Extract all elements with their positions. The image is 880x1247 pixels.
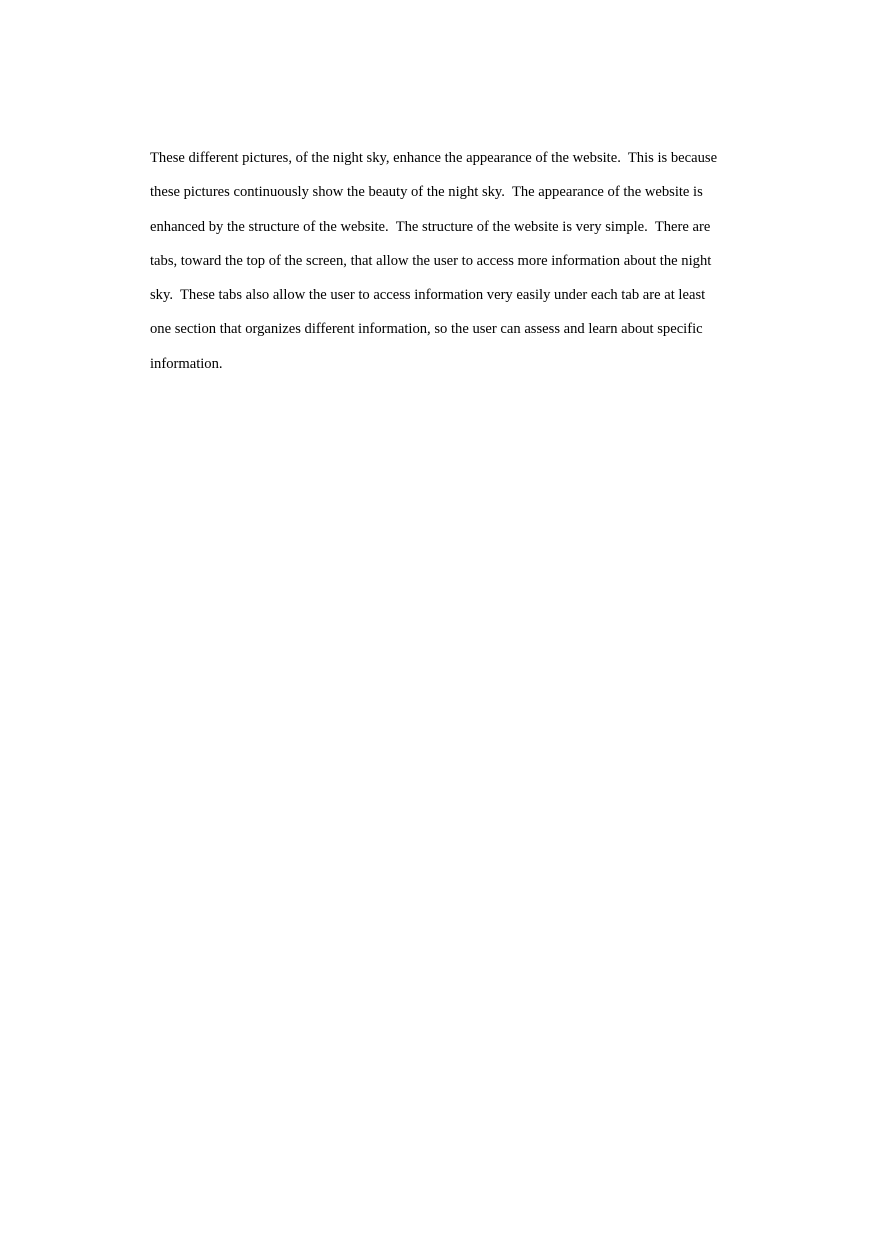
paragraph-line: these pictures continuously show the beauty of the night sky. The appearance of the website is (150, 184, 703, 201)
paragraph-line: one section that organizes different information, so the user can assess and learn about specific (150, 321, 703, 338)
body-paragraph (150, 147, 770, 387)
paragraph-line: information. (150, 355, 223, 372)
paragraph-line: sky. These tabs also allow the user to access information very easily under each tab are at least (150, 287, 706, 304)
paragraph-line: tabs, toward the top of the screen, that allow the user to access more information about the night (150, 252, 712, 269)
paragraph-line: These different pictures, of the night sky, enhance the appearance of the website. This is because (150, 150, 718, 166)
paragraph-line: enhanced by the structure of the website. The structure of the website is very simple. There are (150, 218, 711, 235)
